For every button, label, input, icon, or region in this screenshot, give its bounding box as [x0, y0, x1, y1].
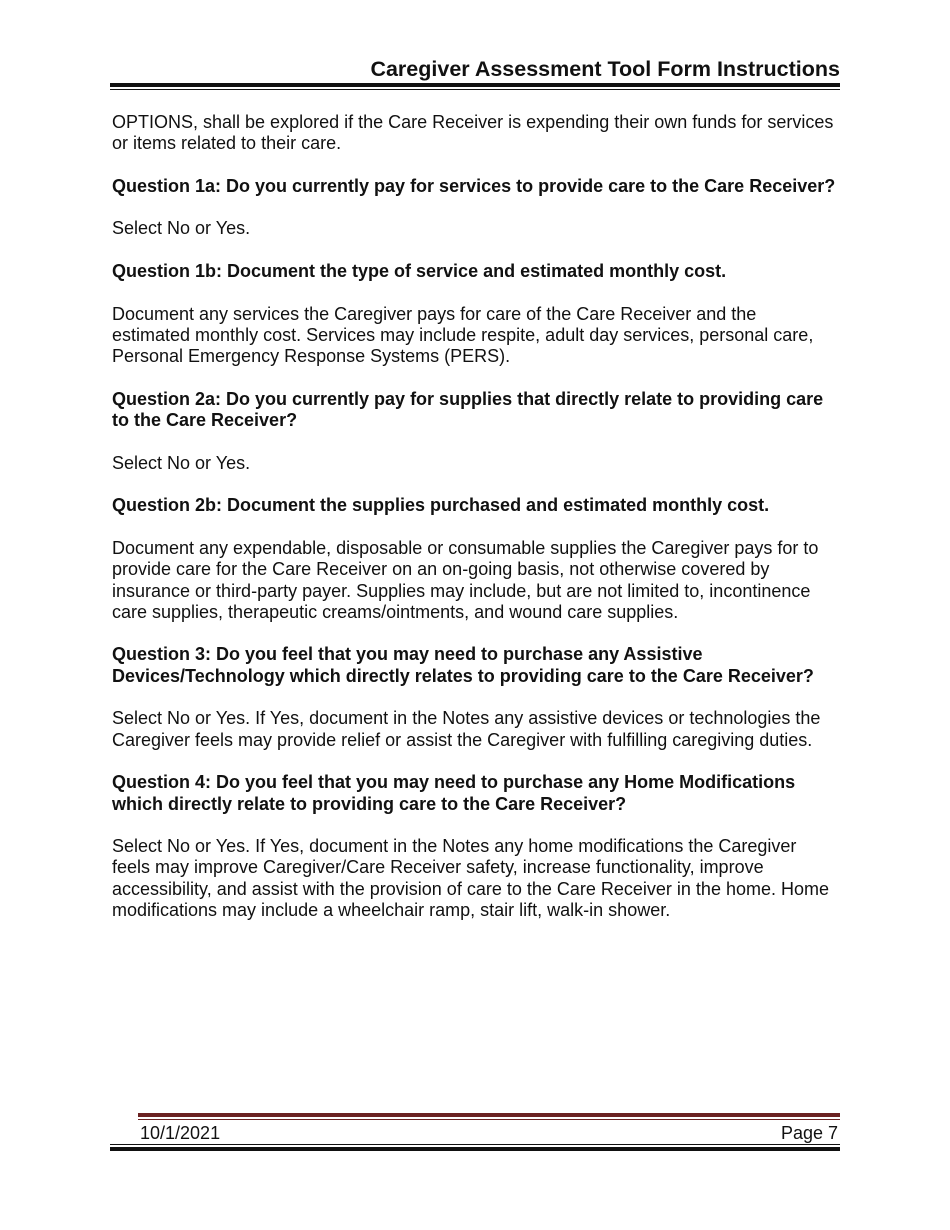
footer-page-number: Page 7 [780, 1123, 838, 1143]
intro-paragraph: OPTIONS, shall be explored if the Care Receiver is expending their own funds for services or items related to their care. [112, 112, 834, 154]
question-4-heading: Question 4: Do you feel that you may need to purchase any Home Modifications which directly relate to providing care to the Care Receiver? [112, 772, 796, 814]
question-4-text: Select No or Yes. If Yes, document in the Notes any home modifications the Caregiver feels may improve Caregiver/Care Receiver safety, increase functionality, improve accessibility, and assist with the provision of care to the Care Receiver in the home. Home modifications may include a wheelchair ramp, stair lift, walk-in shower. [112, 836, 829, 920]
question-3-text: Select No or Yes. If Yes, document in the Notes any assistive devices or technologies the Caregiver feels may provide relief or assist the Caregiver with fulfilling caregiving duties. [112, 708, 821, 750]
footer-rule-accent-thin [138, 1119, 840, 1120]
question-2a-text: Select No or Yes. [112, 452, 251, 473]
question-2b-heading: Question 2b: Document the supplies purchased and estimated monthly cost. [112, 495, 770, 516]
page-header-title: Caregiver Assessment Tool Form Instructions [370, 57, 840, 81]
header-rule-thin [110, 89, 840, 90]
question-1b-text: Document any services the Caregiver pays for care of the Care Receiver and the estimated monthly cost. Services may include respite, adult day services, personal care, Personal Emergency Response Systems (PERS). [112, 303, 814, 367]
question-1b-heading: Question 1b: Document the type of service and estimated monthly cost. [112, 261, 727, 282]
question-3-heading: Question 3: Do you feel that you may need to purchase any Assistive Devices/Technology which directly relates to providing care to the Care Receiver? [112, 644, 814, 686]
question-2b-text: Document any expendable, disposable or consumable supplies the Caregiver pays for to provide care for the Care Receiver on an on-going basis, not otherwise covered by insurance or third-party payer. Supplies may include, but are not limited to, incontinence care supplies, therapeutic creams/ointments, and wound care supplies. [112, 537, 819, 622]
header-rule [110, 83, 840, 87]
question-2a-heading: Question 2a: Do you currently pay for supplies that directly relate to providing care to the Care Receiver? [112, 388, 824, 431]
footer-rule-accent [138, 1113, 840, 1117]
footer-date: 10/1/2021 [140, 1123, 221, 1143]
footer-rule-thin [110, 1144, 840, 1145]
question-1a-text: Select No or Yes. [112, 218, 251, 239]
question-1a-heading: Question 1a: Do you currently pay for services to provide care to the Care Receiver? [112, 175, 836, 196]
footer-rule [110, 1147, 840, 1151]
document-body [112, 112, 837, 943]
